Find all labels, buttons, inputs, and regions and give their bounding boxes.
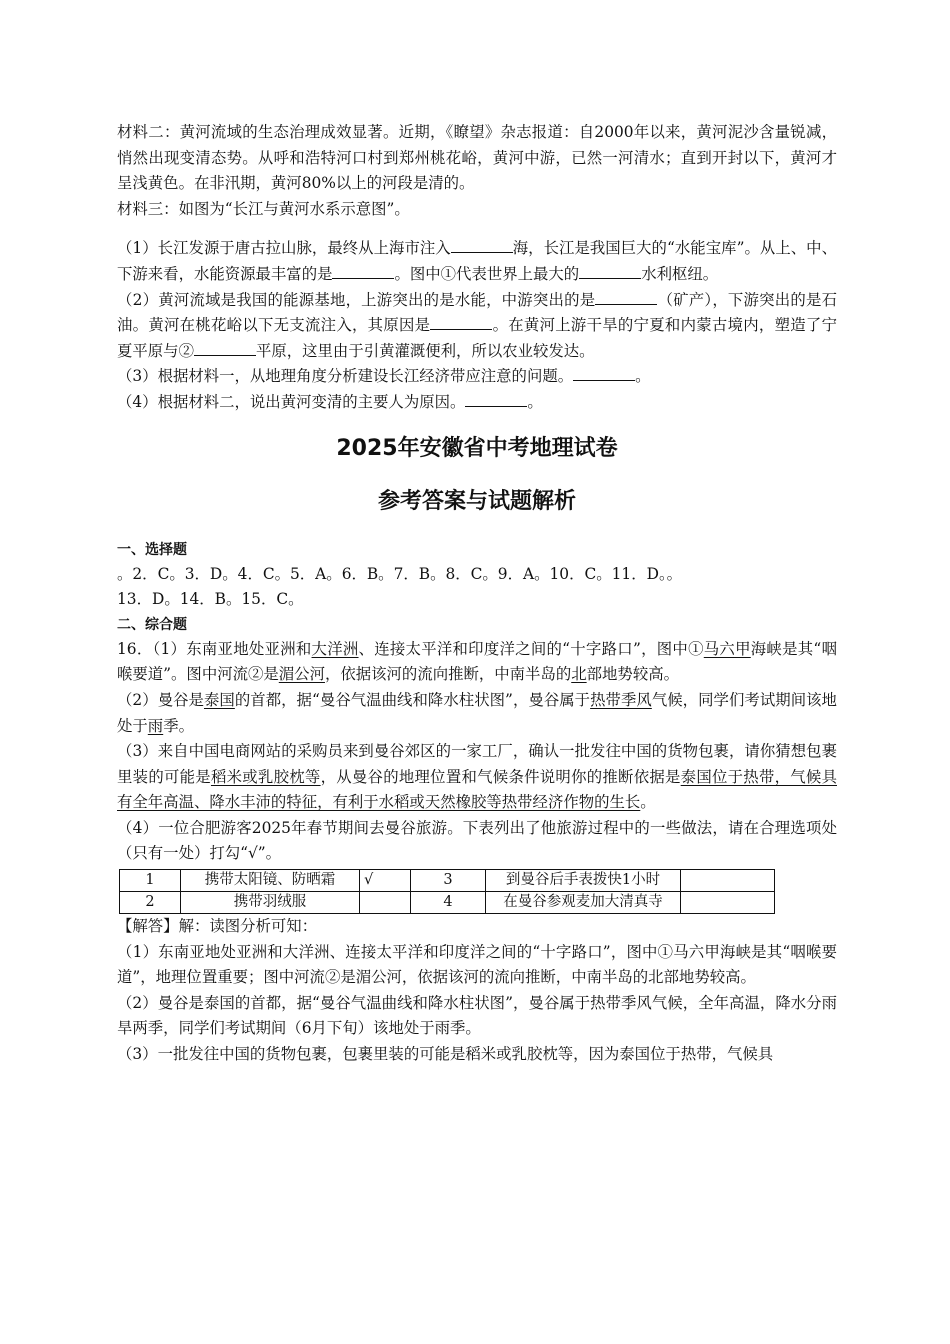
answer-16-2: （2）曼谷是泰国的首都，据“曼谷气温曲线和降水柱状图”，曼谷属于热带季风气候，同学们考试期间该地处于雨季。 — [117, 690, 837, 735]
explanation-2: （2）曼谷是泰国的首都，据“曼谷气温曲线和降水柱状图”，曼谷属于热带季风气候，全年高温，降水分雨旱两季，同学们考试期间（6月下旬）该地处于雨季。 — [117, 993, 837, 1038]
answer-blank — [595, 289, 657, 305]
explanation-3: （3）一批发往中国的货物包裹，包裹里装的可能是稻米或乳胶枕等，因为泰国位于热带，气候具 — [117, 1045, 774, 1064]
table-cell: 2 — [120, 892, 181, 914]
table-cell: 到曼谷后手表拨快1小时 — [486, 870, 681, 892]
table-row — [120, 870, 775, 892]
answer-blank — [451, 237, 513, 253]
filled-answer: 泰国位于热带，气候具有全年高温、降水丰沛的特征，有利于水稻或天然橡胶等热带经济作物的生长 — [117, 767, 837, 812]
answer-blank — [465, 391, 527, 407]
check-cell: √ — [360, 870, 411, 892]
filled-answer: 大洋洲 — [311, 639, 359, 658]
table-cell: 1 — [120, 870, 181, 892]
check-cell — [681, 892, 775, 914]
spacer — [117, 524, 837, 538]
table-cell: 携带太阳镜、防晒霜 — [181, 870, 360, 892]
exam-title: 2025年安徽省中考地理试卷 — [336, 435, 618, 461]
filled-answer: 湄公河 — [278, 665, 325, 684]
analysis-heading: 【解答】解：读图分析可知： — [117, 917, 318, 936]
choice-answers-line-2: 13．D。14．B。15．C。 — [117, 590, 304, 609]
question-1: （1）长江发源于唐古拉山脉，最终从上海市注入 海，长江是我国巨大的“水能宝库”。从上、中、下游来看，水能资源最丰富的是 。图中①代表世界上最大的 水利枢纽。 — [117, 239, 837, 283]
choice-answers-line-1: 。2．C。3．D。4．C。5．A。6．B。7．B。8．C。9．A。10．C。11．D。。 — [117, 564, 683, 583]
question-4: （4）根据材料二，说出黄河变清的主要人为原因。 。 — [117, 392, 543, 411]
options-table — [119, 869, 775, 914]
answer-blank — [573, 365, 635, 381]
answer-blank — [332, 263, 394, 279]
table-cell: 3 — [411, 870, 486, 892]
document-page — [117, 120, 837, 1068]
explanation-1: （1）东南亚地处亚洲和大洋洲、连接太平洋和印度洋之间的“十字路口”，图中①马六甲海峡是其“咽喉要道”，地理位置重要；图中河流②是湄公河，依据该河的流向推断，中南半岛的北部地势较高。 — [117, 942, 837, 987]
filled-answer: 雨 — [147, 716, 164, 735]
table-cell: 在曼谷参观麦加大清真寺 — [486, 892, 681, 914]
answer-title: 参考答案与试题解析 — [377, 488, 576, 514]
check-cell — [360, 892, 411, 914]
answer-16-4: （4）一位合肥游客2025年春节期间去曼谷旅游。下表列出了他旅游过程中的一些做法，请在合理选项处（只有一处）打勾“√”。 — [117, 818, 837, 863]
question-2: （2）黄河流域是我国的能源基地，上游突出的是水能，中游突出的是 （矿产），下游突出的是石油。黄河在桃花峪以下无支流注入，其原因是 。在黄河上游干旱的宁夏和内蒙古境内，塑造了宁夏平原与② 平原，这里由于引黄灌溉便利，所以农业较发达。 — [117, 290, 837, 360]
check-cell — [681, 870, 775, 892]
spacer — [117, 222, 837, 236]
section-choice: 一、选择题 — [117, 541, 187, 558]
section-comprehensive: 二、综合题 — [117, 616, 187, 633]
answer-blank — [579, 263, 641, 279]
answer-16-3: （3）来自中国电商网站的采购员来到曼谷郊区的一家工厂，确认一批发往中国的货物包裹，请你猜想包裹里装的可能是稻米或乳胶枕等，从曼谷的地理位置和气候条件说明你的推断依据是泰国位于热带，气候具有全年高温、降水丰沛的特征，有利于水稻或天然橡胶等热带经济作物的生长。 — [117, 742, 837, 812]
answer-blank — [194, 340, 256, 356]
material-three: 材料三：如图为“长江与黄河水系示意图”。 — [117, 199, 410, 218]
answer-16-1: 16．（1）东南亚地处亚洲和大洋洲、连接太平洋和印度洋之间的“十字路口”，图中①马六甲海峡是其“咽喉要道”。图中河流②是湄公河，依据该河的流向推断，中南半岛的北部地势较高。 — [117, 639, 837, 684]
question-3: （3）根据材料一，从地理角度分析建设长江经济带应注意的问题。 。 — [117, 367, 651, 386]
table-row — [120, 892, 775, 914]
filled-answer: 泰国 — [203, 690, 235, 709]
answer-blank — [430, 314, 492, 330]
table-cell: 携带羽绒服 — [181, 892, 360, 914]
material-two: 材料二：黄河流域的生态治理成效显著。近期，《瞭望》杂志报道：自2000年以来，黄河泥沙含量锐减，悄然出现变清态势。从呼和浩特河口村到郑州桃花峪，黄河中游，已然一河清水；直到开封以下，黄河才呈浅黄色。在非汛期，黄河80%以上的河段是清的。 — [117, 123, 837, 193]
table-cell: 4 — [411, 892, 486, 914]
filled-answer: 热带季风 — [590, 690, 652, 709]
filled-answer: 马六甲 — [703, 639, 751, 658]
filled-answer: 稻米或乳胶枕等 — [210, 767, 321, 786]
filled-answer: 北 — [571, 665, 587, 684]
